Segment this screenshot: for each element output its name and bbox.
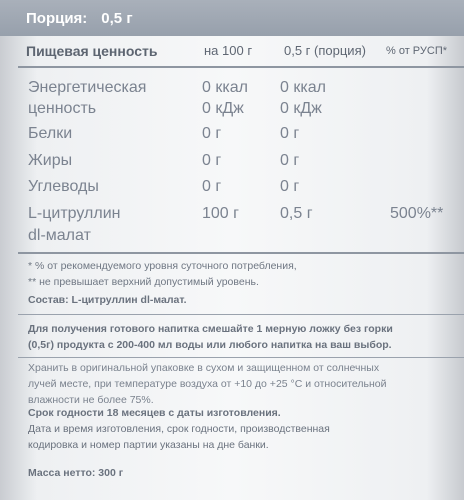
storage-conditions xyxy=(28,360,448,408)
nutrition-table-header xyxy=(18,36,464,68)
row-citrulline-rdi: 500%** xyxy=(390,205,444,222)
row-citrulline-name-line1: L-цитруллин xyxy=(28,205,121,222)
shelf-life: Срок годности 18 месяцев с даты изготовления. xyxy=(28,407,281,419)
portion-value: 0,5 г xyxy=(101,9,133,27)
row-proteins-per100: 0 г xyxy=(202,125,222,142)
composition-divider xyxy=(18,314,464,315)
header-per-100g: на 100 г xyxy=(204,43,253,58)
footnote-upper-limit: ** не превышает верхний допустимый уровень. xyxy=(28,276,259,288)
row-fats-name: Жиры xyxy=(28,152,73,169)
storage-line2: лучей месте, при температуре воздуха от +10 до +25 °С и относительной xyxy=(28,378,387,390)
preparation-line1: Для получения готового напитка смешайте 1 мерную ложку без горки xyxy=(28,323,393,335)
row-proteins-portion: 0 г xyxy=(280,125,300,142)
header-nutrition-value: Пищевая ценность xyxy=(26,43,158,59)
preparation-instructions xyxy=(28,321,448,353)
row-citrulline-portion: 0,5 г xyxy=(280,205,313,222)
portion-label: Порция: xyxy=(26,9,88,27)
header-per-portion: 0,5 г (порция) xyxy=(284,43,366,58)
composition: Состав: L-цитруллин dl-малат. xyxy=(28,294,187,306)
row-energy-name-line1: Энергетическая xyxy=(28,79,147,96)
storage-line1: Хранить в оригинальной упаковке в сухом и защищенном от солнечных xyxy=(28,362,380,374)
row-citrulline-per100: 100 г xyxy=(202,205,239,222)
storage-line3: влажности не более 75%. xyxy=(28,394,154,406)
row-carbs-name: Углеводы xyxy=(28,178,99,195)
marking-line2: кодировка и номер партии указаны на дне банки. xyxy=(28,439,269,451)
marking-info xyxy=(28,421,448,453)
row-carbs-per100: 0 г xyxy=(202,178,222,195)
net-weight: Масса нетто: 300 г xyxy=(28,467,124,479)
instructions-divider xyxy=(18,357,464,358)
row-fats-portion: 0 г xyxy=(280,152,300,169)
row-energy-per100-kcal: 0 ккал xyxy=(202,79,248,96)
row-energy-name-line2: ценность xyxy=(28,100,97,117)
row-citrulline-name-line2: dl-малат xyxy=(28,227,91,244)
marking-line1: Дата и время изготовления, срок годности, производственная xyxy=(28,423,330,435)
portion-bar xyxy=(0,0,464,36)
footnote-rdi: * % от рекомендуемого уровня суточного потребления, xyxy=(28,260,297,272)
row-fats-per100: 0 г xyxy=(202,152,222,169)
row-energy-portion-kj: 0 кДж xyxy=(280,100,322,117)
table-bottom-divider xyxy=(18,252,464,254)
preparation-line2: (0,5г) продукта с 200-400 мл воды или любого напитка на ваш выбор. xyxy=(28,339,392,351)
row-energy-per100-kj: 0 кДж xyxy=(202,100,244,117)
header-rdi-percent: % от РУСП* xyxy=(386,45,448,57)
row-carbs-portion: 0 г xyxy=(280,178,300,195)
row-proteins-name: Белки xyxy=(28,125,73,142)
row-energy-portion-kcal: 0 ккал xyxy=(280,79,326,96)
